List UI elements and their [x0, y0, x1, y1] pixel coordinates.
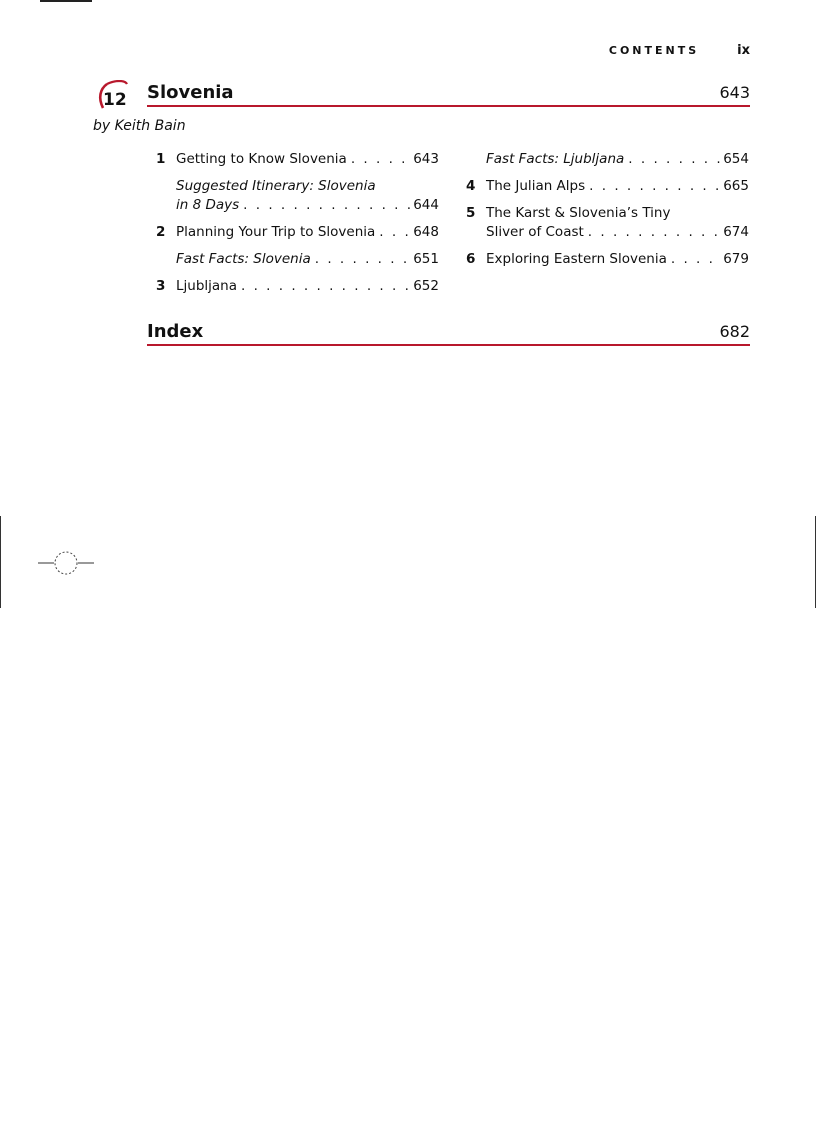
chapter-title-row: [147, 78, 750, 107]
toc-entry-title: Exploring Eastern Slovenia: [486, 251, 667, 267]
toc-entry-number: 3: [156, 278, 166, 294]
toc-entry: [466, 150, 749, 169]
toc-entry-title-continued: in 8 Days: [176, 197, 240, 213]
toc-entry-page: 648: [413, 224, 439, 240]
dot-leader: [379, 223, 411, 242]
crop-mark-left: [0, 516, 1, 608]
toc-entry-number: 4: [466, 178, 476, 194]
toc-entry-title: The Karst & Slovenia’s Tiny: [486, 205, 671, 221]
running-head-label: CONTENTS: [608, 44, 700, 57]
dot-leader: [588, 223, 721, 242]
toc-entry: [156, 250, 439, 269]
toc-column-right: [466, 150, 749, 277]
toc-entry: [156, 177, 439, 215]
toc-entry: [466, 204, 749, 242]
toc-entry-title: Fast Facts: Slovenia: [176, 251, 311, 267]
dot-leader: [243, 196, 411, 215]
toc-entry-number: 6: [466, 251, 476, 267]
toc-entry: [466, 177, 749, 196]
toc-entry-page: 679: [723, 251, 749, 267]
chapter-page-number: 643: [719, 83, 750, 102]
index-heading: [147, 320, 750, 346]
toc-column-left: [156, 150, 439, 304]
toc-entry-page: 665: [723, 178, 749, 194]
running-head: [609, 43, 750, 58]
chapter-title: Slovenia: [147, 82, 234, 103]
toc-entry: [466, 250, 749, 269]
dot-leader: [671, 250, 721, 269]
toc-entry: [156, 223, 439, 242]
toc-entry-number: 1: [156, 151, 166, 167]
index-page-number: 682: [719, 322, 750, 341]
toc-entry-page: 643: [413, 151, 439, 167]
toc-entry-number: 2: [156, 224, 166, 240]
toc-entry-page: 644: [413, 197, 439, 213]
chapter-number-badge: [95, 80, 129, 110]
toc-entry-title: Ljubljana: [176, 278, 238, 294]
toc-entry-title: The Julian Alps: [486, 178, 586, 194]
toc-entry-title: Planning Your Trip to Slovenia: [176, 224, 376, 240]
chapter-author: by Keith Bain: [93, 118, 186, 134]
toc-entry-page: 651: [413, 251, 439, 267]
dot-leader: [589, 177, 721, 196]
toc-entry-title: Fast Facts: Ljubljana: [486, 151, 625, 167]
toc-entry-number: 5: [466, 205, 476, 221]
dot-leader: [241, 277, 411, 296]
toc-entry: [156, 277, 439, 296]
index-title: Index: [147, 321, 204, 342]
dot-leader: [628, 150, 721, 169]
toc-entry-page: 654: [723, 151, 749, 167]
toc-entry: [156, 150, 439, 169]
dot-leader: [315, 250, 411, 269]
running-head-page-number: ix: [737, 43, 750, 58]
dot-leader: [351, 150, 411, 169]
registration-mark-icon: [38, 548, 94, 578]
toc-entry-title: Suggested Itinerary: Slovenia: [176, 178, 376, 194]
toc-entry-page: 674: [723, 224, 749, 240]
toc-entry-title-continued: Sliver of Coast: [486, 224, 584, 240]
chapter-number: 12: [103, 90, 127, 110]
toc-entry-title: Getting to Know Slovenia: [176, 151, 347, 167]
crop-mark-top: [40, 0, 92, 2]
toc-entry-page: 652: [413, 278, 439, 294]
